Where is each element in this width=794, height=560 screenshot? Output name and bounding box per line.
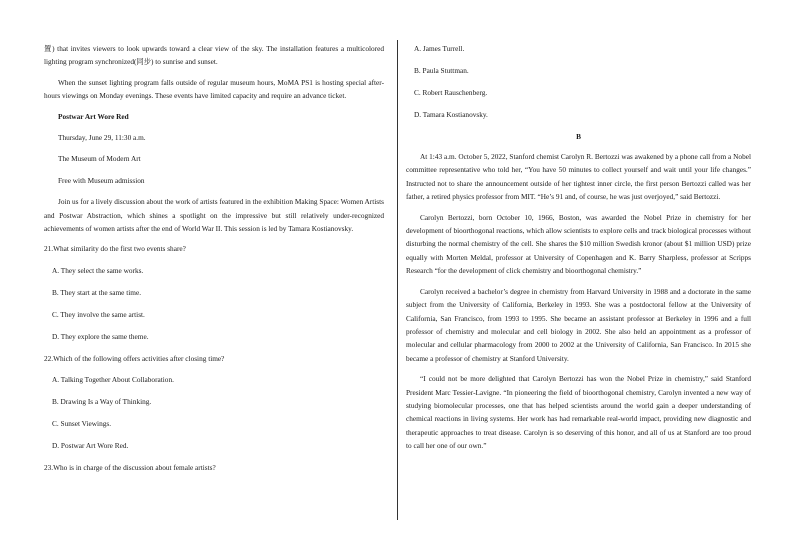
q23-option: C. Robert Rauschenberg.	[414, 87, 488, 97]
section-label: B	[576, 131, 581, 141]
right-column	[406, 42, 751, 460]
passage-b-paragraph-2: Carolyn Bertozzi, born October 10, 1966, Boston, was awarded the Nobel Prize in chemistry for her development of bioorthogonal reactions, which allow scientists to explore cells and track biological processes without disturbing the normal chemistry of the cell. She shares the $10 million Swedish kronor (about $1 million USD) prize equally with Morten Meldal, professor at University of Copenhagen and K. Barry Sharpless, professor at Scripps Research “for the development of click chemistry and bioorthogonal chemistry.”	[406, 212, 751, 276]
passage-b-paragraph-4: “I could not be more delighted that Carolyn Bertozzi has won the Nobel Prize in chemistry,” said Stanford President Marc Tessier-Lavigne. “In pioneering the field of bioorthogonal chemistry, Carolyn invented a new way of studying biomolecular processes, one that has helped scientists around the world gain a deeper understanding of chemical reactions in living systems. Her work has had remarkable real-world impact, providing new diagnostic and therapeutic approaches to treat disease. Carolyn is so deserving of this honor, and all of us at Stanford are too proud to call her one of our own.”	[406, 374, 751, 451]
event-place: The Museum of Modern Art	[58, 154, 141, 164]
event-description: Join us for a lively discussion about the work of artists featured in the exhibition Making Space: Women Artists and Postwar Abstraction, which shines a spotlight on the impressive but still relatively under-recognized achievements of women artists after the end of World War II. This session is led by Tamara Kostianovsky.	[44, 197, 384, 234]
q23-option: A. James Turrell.	[414, 44, 465, 53]
q21-option: B. They start at the same time.	[52, 287, 142, 297]
event-fee: Free with Museum admission	[58, 175, 145, 185]
column-divider	[397, 40, 398, 520]
question-22: 22.Which of the following offers activities after closing time?	[44, 353, 225, 363]
passage-b-paragraph-3: Carolyn received a bachelor’s degree in chemistry from Harvard University in 1988 and a doctorate in the same subject from the University of California, Berkeley in 1993. She was a postdoctoral fellow at the University of California, San Francisco, from 1993 to 1995. She became an assistant professor at Berkeley in 1996 and a full professor of chemistry and molecular and cell biology in 2002. She also held an appointment as a professor of molecular and cellular pharmacology from 2000 to 2002 at the University of California, San Francisco. In 2015 she became a professor of chemistry at Stanford University.	[406, 286, 751, 363]
q23-option: B. Paula Stuttman.	[414, 65, 469, 75]
event-title: Postwar Art Wore Red	[58, 111, 129, 121]
event-date: Thursday, June 29, 11:30 a.m.	[58, 133, 146, 143]
passage-continuation: 置) that invites viewers to look upwards toward a clear view of the sky. The installation features a multicolored lighting program synchronized(同步) to sunrise and sunset.	[44, 44, 384, 67]
q22-option: B. Drawing Is a Way of Thinking.	[52, 396, 152, 406]
q21-option: A. They select the same works.	[52, 265, 144, 275]
q22-option: D. Postwar Art Wore Red.	[52, 440, 129, 450]
sunset-paragraph: When the sunset lighting program falls outside of regular museum hours, MoMA PS1 is hosting special after-hours viewings on Monday evenings. These events have limited capacity and require an advance ticket.	[44, 77, 384, 101]
q22-option: A. Talking Together About Collaboration.	[52, 374, 174, 384]
passage-b-paragraph-1: At 1:43 a.m. October 5, 2022, Stanford chemist Carolyn R. Bertozzi was awakened by a phone call from a Nobel committee representative who told her, “You have 50 minutes to collect yourself and wait until your life changes.” Instructed not to share the announcement outside of her tightest inner circle, the first person Bertozzi called was her father, a retired physics professor from MIT. “He’s 91 and, of course, he was just overjoyed,” said Bertozzi.	[406, 152, 751, 202]
question-23: 23.Who is in charge of the discussion about female artists?	[44, 462, 216, 472]
left-column	[44, 42, 384, 482]
question-21: 21.What similarity do the first two events share?	[44, 244, 186, 254]
q23-option: D. Tamara Kostianovsky.	[414, 109, 488, 119]
q22-option: C. Sunset Viewings.	[52, 418, 112, 428]
q21-option: D. They explore the same theme.	[52, 331, 149, 341]
q21-option: C. They involve the same artist.	[52, 309, 145, 319]
